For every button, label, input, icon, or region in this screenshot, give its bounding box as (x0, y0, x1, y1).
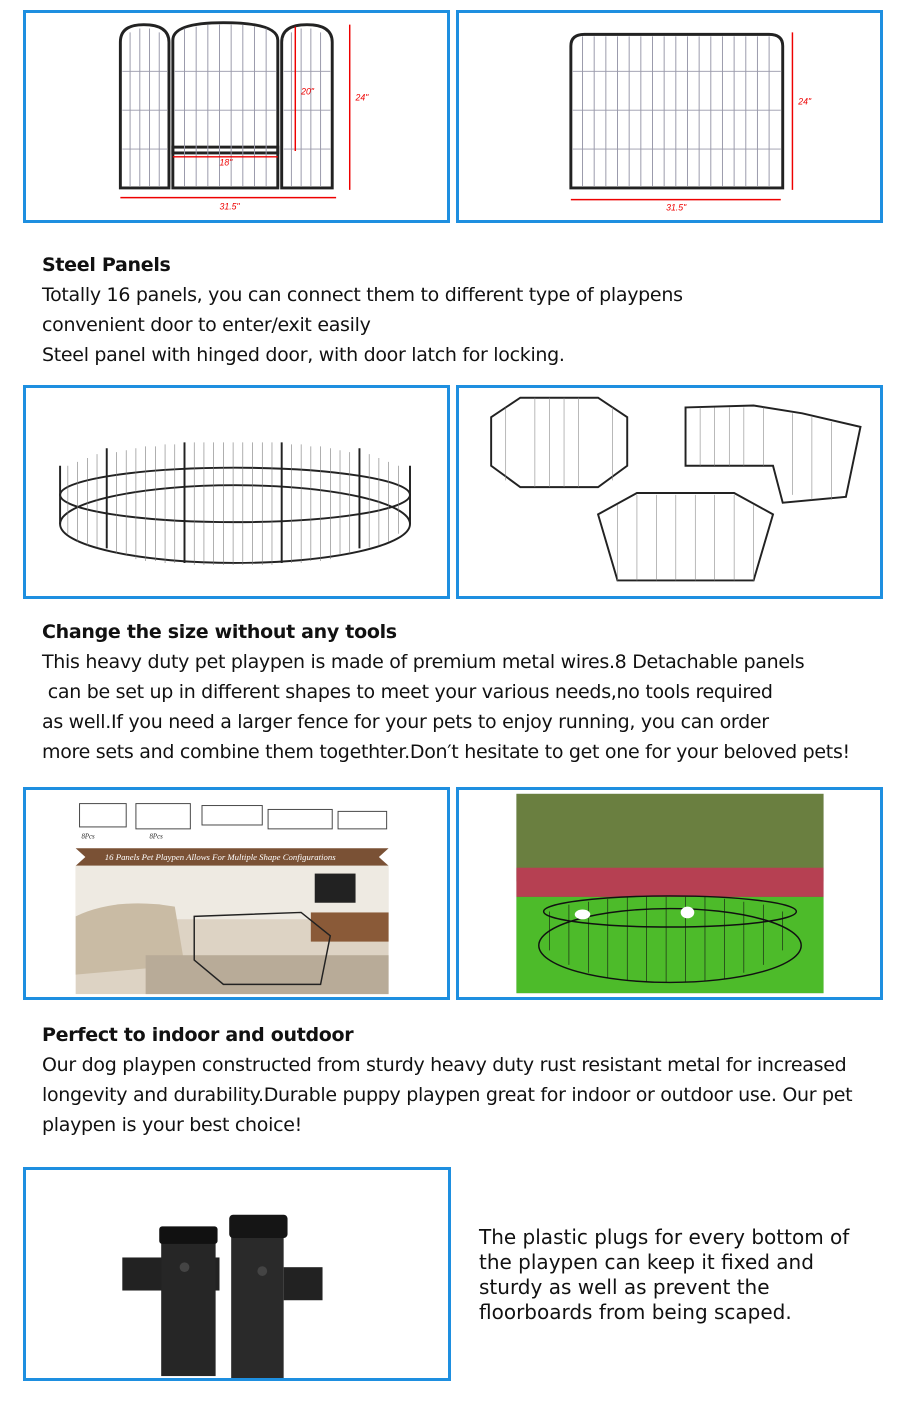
large-ring-playpen-image (23, 385, 450, 599)
shape-label-1: 8Pcs (81, 833, 95, 841)
section-title: Perfect to indoor and outdoor (42, 1024, 354, 1046)
section-line: longevity and durability.Durable puppy playpen great for indoor or outdoor use. Our pet (42, 1084, 853, 1106)
section-indoor-outdoor (42, 1020, 852, 1140)
section-line: playpen is your best choice! (42, 1114, 302, 1136)
section-line: Steel panel with hinged door, with door latch for locking. (42, 344, 565, 366)
indoor-shapes-image (23, 787, 450, 1000)
section-line: Totally 16 panels, you can connect them to different type of playpens (42, 284, 683, 306)
door-panel-dimensions-image (23, 10, 450, 223)
section-change-size (42, 617, 850, 767)
height-label: 24" (798, 96, 812, 107)
banner-text: 16 Panels Pet Playpen Allows For Multiple Shape Configurations (104, 851, 336, 862)
section-line: as well.If you need a larger fence for your pets to enjoy running, you can order (42, 711, 769, 733)
plugs-description: The plastic plugs for every bottom of the playpen can keep it fixed and sturdy as well as prevent the floorboards from being scaped. (479, 1225, 850, 1324)
section-title: Steel Panels (42, 254, 171, 276)
section-line: convenient door to enter/exit easily (42, 314, 371, 336)
section-line: more sets and combine them togethter.Don′t hesitate to get one for your beloved pets! (42, 741, 850, 763)
door-height-label: 20" (301, 86, 314, 97)
shape-label-2: 8Pcs (149, 833, 163, 841)
plastic-plugs-image (23, 1167, 451, 1381)
section-steel-panels (42, 250, 683, 370)
height-label: 24" (355, 92, 369, 103)
door-width-label: 18" (219, 157, 233, 168)
width-label: 31.5" (666, 202, 687, 213)
section-line: can be set up in different shapes to meet your various needs,no tools required (42, 681, 773, 703)
width-label: 31.5" (219, 201, 240, 212)
outdoor-lawn-image (456, 787, 883, 1000)
section-title: Change the size without any tools (42, 621, 397, 643)
playpen-shapes-image (456, 385, 883, 599)
section-line: This heavy duty pet playpen is made of premium metal wires.8 Detachable panels (42, 651, 805, 673)
section-line: Our dog playpen constructed from sturdy heavy duty rust resistant metal for increased (42, 1054, 847, 1076)
plain-panel-dimensions-image (456, 10, 883, 223)
